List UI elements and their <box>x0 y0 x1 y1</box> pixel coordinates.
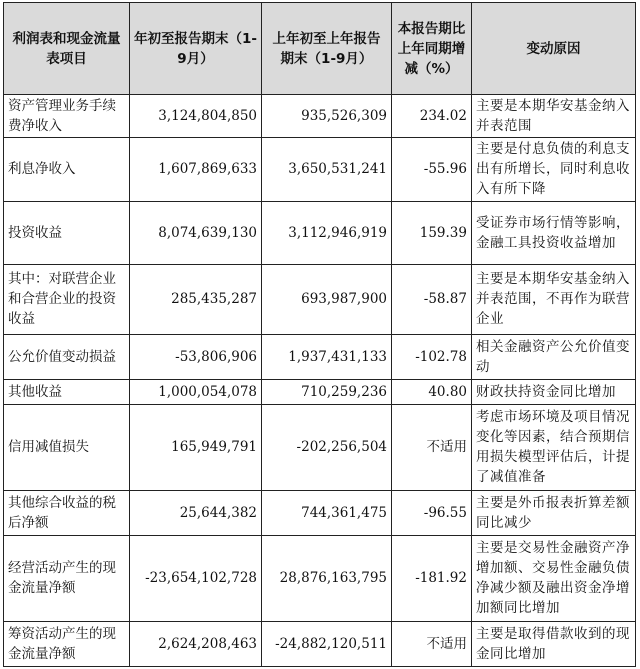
row-reason: 考虑市场环境及项目情况变化等因素，结合预期信用损失模型评估后，计提了减值准备 <box>472 404 636 490</box>
header-change-percent: 本报告期比上年同期增减（%） <box>392 3 472 95</box>
row-current: 165,949,791 <box>130 404 262 490</box>
row-current: 285,435,287 <box>130 265 262 335</box>
table-body <box>4 95 636 667</box>
financial-changes-table <box>3 2 636 667</box>
row-change: 40.80 <box>392 379 472 404</box>
row-prior: 28,876,163,795 <box>262 535 392 621</box>
row-item: 资产管理业务手续费净收入 <box>4 95 130 138</box>
row-reason: 主要是本期华安基金纳入并表范围，不再作为联营企业 <box>472 265 636 335</box>
row-prior: 1,937,431,133 <box>262 334 392 379</box>
row-item: 其他收益 <box>4 379 130 404</box>
row-current: 25,644,382 <box>130 490 262 535</box>
row-current: -23,654,102,728 <box>130 535 262 621</box>
header-reason: 变动原因 <box>472 3 636 95</box>
row-prior: 693,987,900 <box>262 265 392 335</box>
table-row <box>4 535 636 621</box>
row-prior: 710,259,236 <box>262 379 392 404</box>
row-change: 234.02 <box>392 95 472 138</box>
row-prior: 3,650,531,241 <box>262 138 392 202</box>
row-current: 1,607,869,633 <box>130 138 262 202</box>
table-row <box>4 379 636 404</box>
header-current-period: 年初至报告期末（1-9月） <box>130 3 262 95</box>
row-prior: -24,882,120,511 <box>262 621 392 666</box>
row-current: 2,624,208,463 <box>130 621 262 666</box>
row-item: 公允价值变动损益 <box>4 334 130 379</box>
table-header-row <box>4 3 636 95</box>
row-item: 投资收益 <box>4 201 130 265</box>
table-row <box>4 404 636 490</box>
row-reason: 主要是取得借款收到的现金同比增加 <box>472 621 636 666</box>
table-row <box>4 334 636 379</box>
row-item: 其中：对联营企业和合营企业的投资收益 <box>4 265 130 335</box>
row-prior: 3,112,946,919 <box>262 201 392 265</box>
row-change: -181.92 <box>392 535 472 621</box>
table-row <box>4 265 636 335</box>
row-current: 1,000,054,078 <box>130 379 262 404</box>
row-prior: -202,256,504 <box>262 404 392 490</box>
row-reason: 主要是外币报表折算差额同比减少 <box>472 490 636 535</box>
row-item: 利息净收入 <box>4 138 130 202</box>
row-reason: 财政扶持资金同比增加 <box>472 379 636 404</box>
table-row <box>4 95 636 138</box>
row-reason: 主要是本期华安基金纳入并表范围 <box>472 95 636 138</box>
table-row <box>4 621 636 666</box>
row-reason: 相关金融资产公允价值变动 <box>472 334 636 379</box>
row-reason: 主要是付息负债的利息支出有所增长，同时利息收入有所下降 <box>472 138 636 202</box>
row-reason: 受证券市场行情等影响，金融工具投资收益增加 <box>472 201 636 265</box>
row-change: -102.78 <box>392 334 472 379</box>
row-item: 其他综合收益的税后净额 <box>4 490 130 535</box>
row-change: -58.87 <box>392 265 472 335</box>
row-change: 不适用 <box>392 621 472 666</box>
row-change: -96.55 <box>392 490 472 535</box>
row-item: 信用减值损失 <box>4 404 130 490</box>
row-prior: 935,526,309 <box>262 95 392 138</box>
row-prior: 744,361,475 <box>262 490 392 535</box>
table-row <box>4 138 636 202</box>
row-current: 8,074,639,130 <box>130 201 262 265</box>
row-change: 不适用 <box>392 404 472 490</box>
row-item: 经营活动产生的现金流量净额 <box>4 535 130 621</box>
row-change: 159.39 <box>392 201 472 265</box>
table-row <box>4 201 636 265</box>
row-reason: 主要是交易性金融资产净增加额、交易性金融负债净减少额及融出资金净增加额同比增加 <box>472 535 636 621</box>
row-item: 筹资活动产生的现金流量净额 <box>4 621 130 666</box>
row-current: -53,806,906 <box>130 334 262 379</box>
header-item: 利润表和现金流量表项目 <box>4 3 130 95</box>
row-change: -55.96 <box>392 138 472 202</box>
header-prior-period: 上年初至上年报告期末（1-9月） <box>262 3 392 95</box>
table-row <box>4 490 636 535</box>
row-current: 3,124,804,850 <box>130 95 262 138</box>
